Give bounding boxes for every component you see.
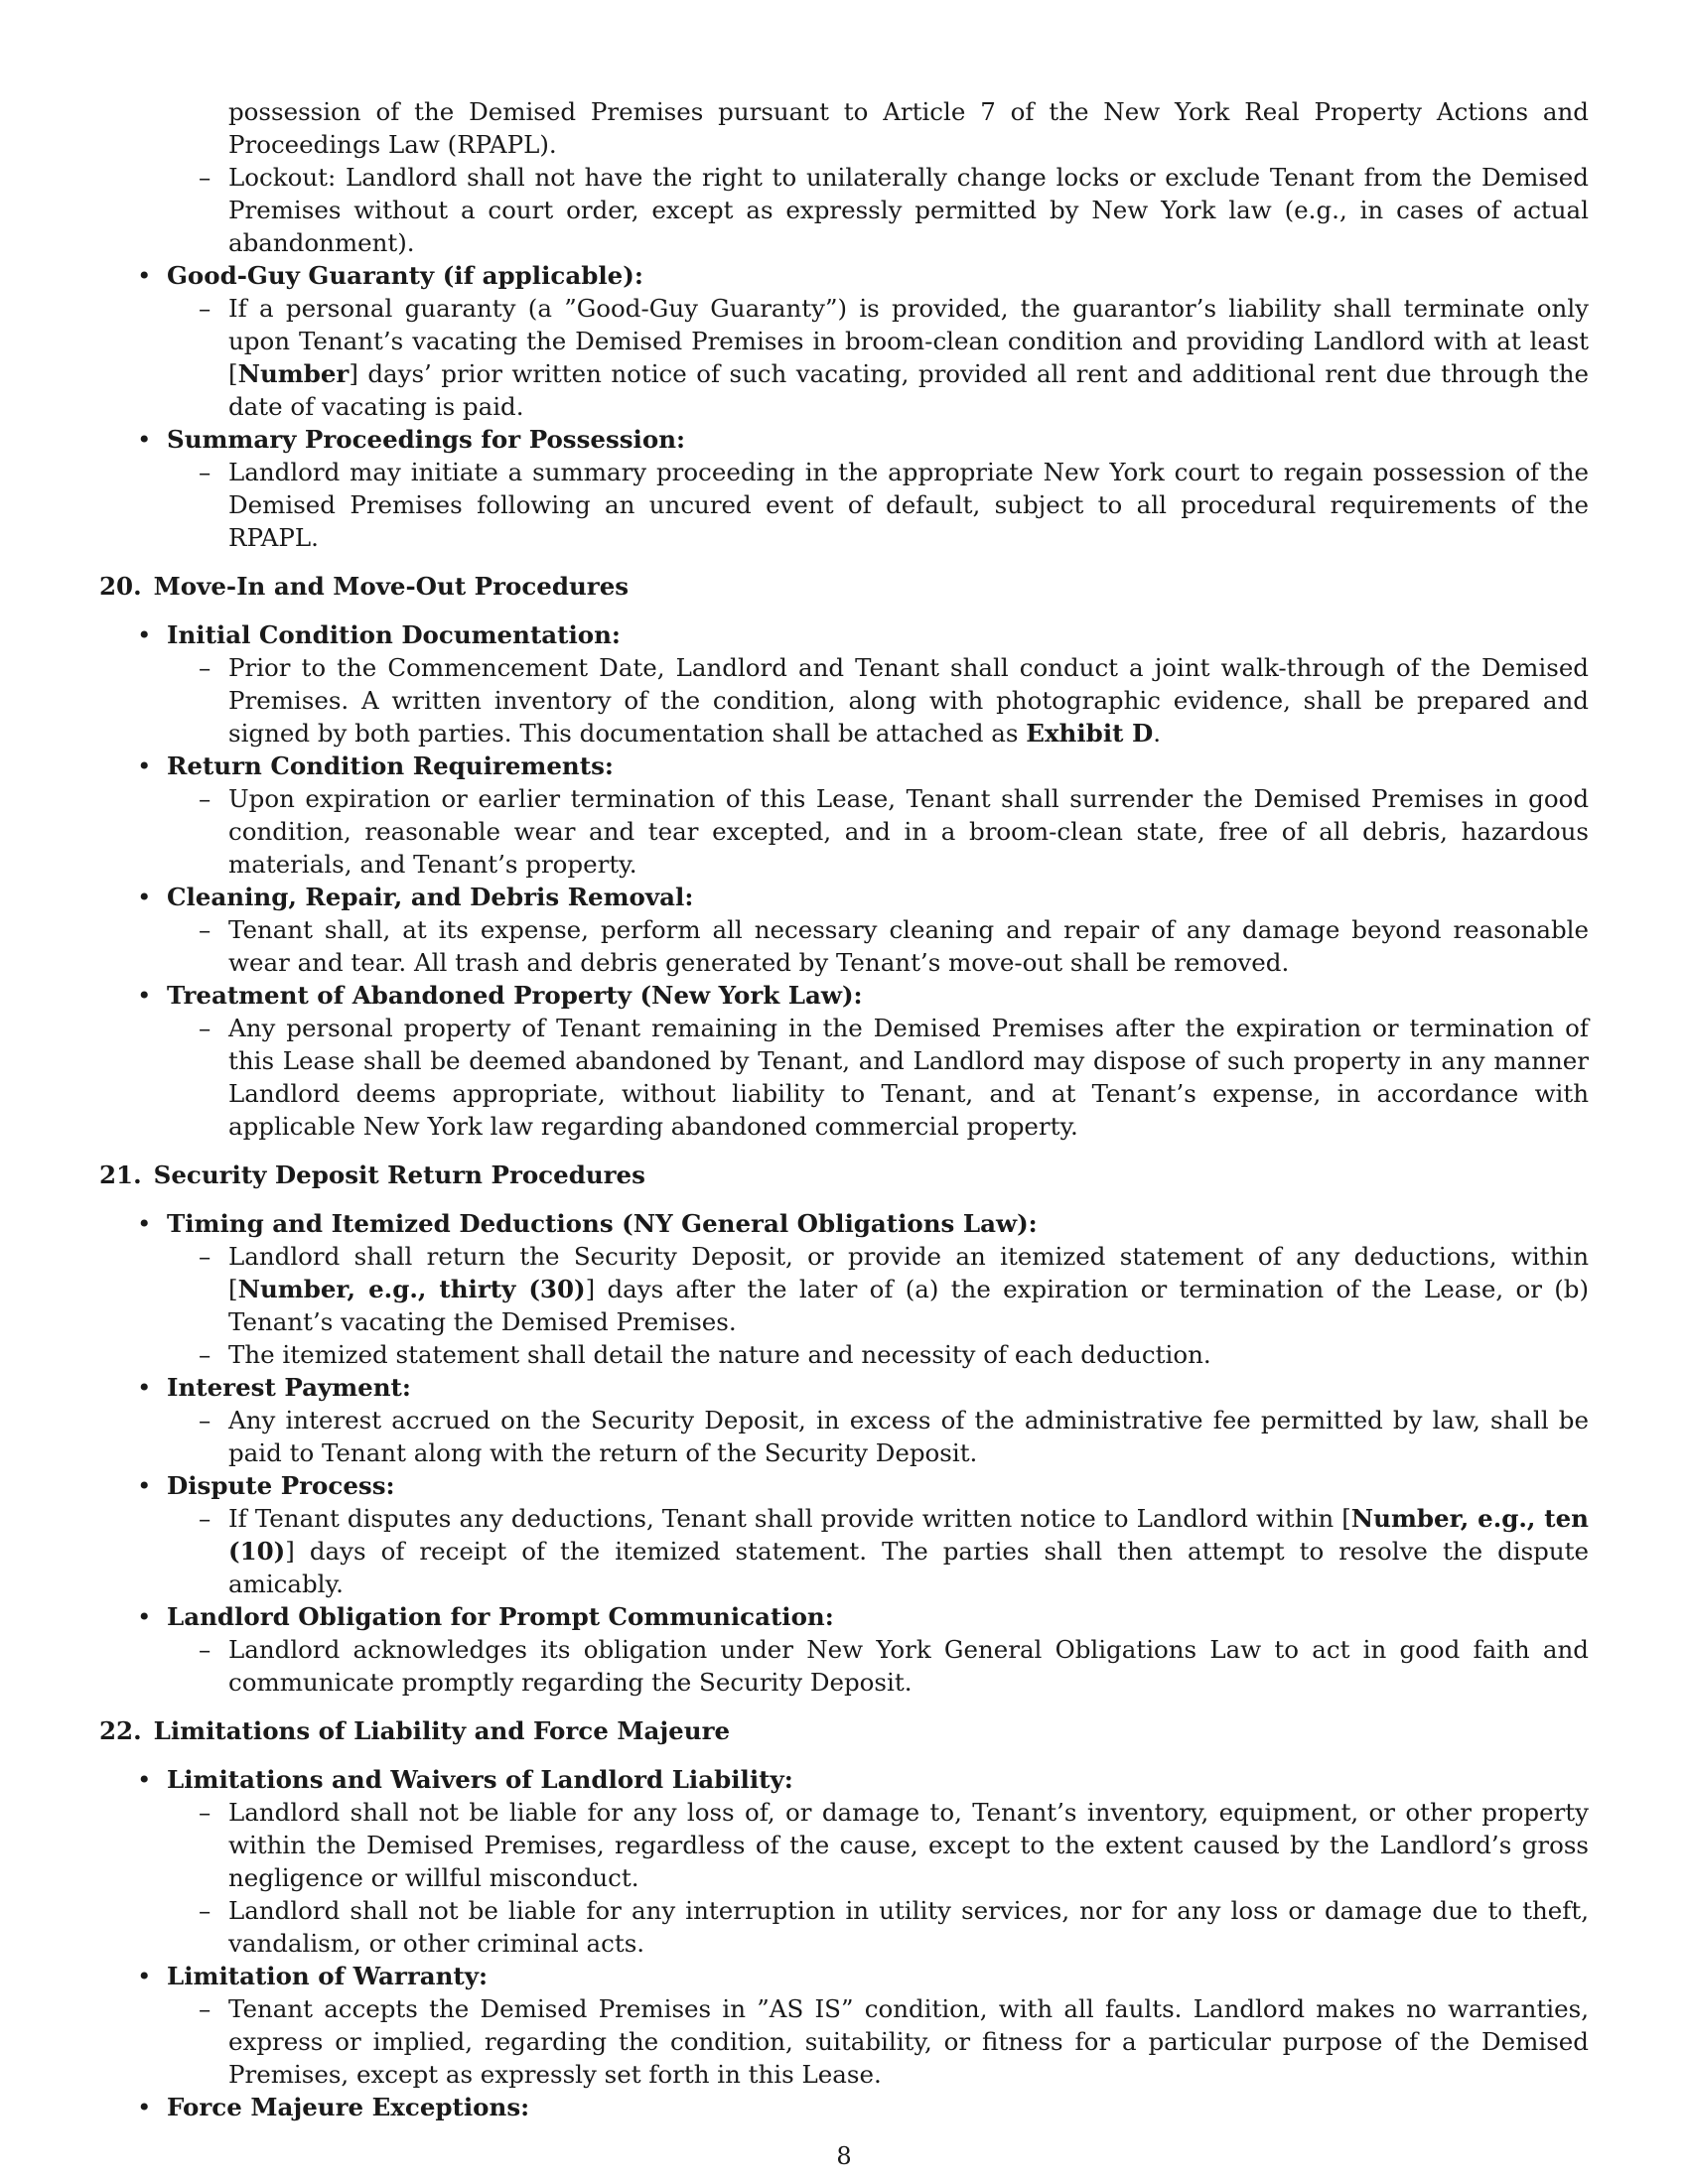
item-title: Return Condition Requirements: [167, 751, 614, 780]
section-title: Security Deposit Return Procedures [153, 1160, 645, 1189]
placeholder-number: Number [237, 359, 350, 388]
bullet-marker: • [137, 751, 152, 780]
bullet-marker: • [137, 425, 152, 454]
sub-item-text: Tenant accepts the Demised Premises in ”AS IS” condition, with all faults. Landlord makes no warranties, express or implied, regarding the condition, suitability, or fitness for a particular purpose of the Demised Premises, except as expressly set forth in this Lease. [228, 1994, 1589, 2089]
item-good-guy-guaranty [137, 259, 1589, 292]
dash-marker: – [199, 1635, 211, 1664]
sub-item-warranty [199, 1992, 1589, 2091]
item-landlord-communication [137, 1600, 1589, 1633]
dash-marker: – [199, 1340, 211, 1369]
bullet-marker: • [137, 1373, 152, 1402]
dash-marker: – [199, 784, 211, 813]
dash-marker: – [199, 1504, 211, 1533]
section-number: 22. [99, 1716, 142, 1745]
item-return-condition [137, 750, 1589, 782]
item-title: Good-Guy Guaranty (if applicable): [167, 261, 643, 290]
item-title: Interest Payment: [167, 1373, 411, 1402]
sub-item-text: The itemized statement shall detail the nature and necessity of each deduction. [228, 1340, 1211, 1369]
sub-item-initial-condition [199, 651, 1589, 750]
dash-marker: – [199, 915, 211, 944]
item-initial-condition [137, 618, 1589, 651]
item-force-majeure [137, 2091, 1589, 2123]
sub-item-liability-property [199, 1796, 1589, 1894]
sub-item-interest [199, 1404, 1589, 1469]
item-title: Timing and Itemized Deductions (NY General Obligations Law): [167, 1209, 1038, 1238]
sub-item-abandoned-property [199, 1012, 1589, 1143]
sub-item-communication [199, 1633, 1589, 1699]
section-number: 20. [99, 572, 142, 601]
sub-item-text: ] days of receipt of the itemized statement. The parties shall then attempt to resolve the dispute amicably. [228, 1537, 1589, 1598]
bullet-marker: • [137, 1471, 152, 1500]
item-interest-payment [137, 1371, 1589, 1404]
sub-item-liability-utilities [199, 1894, 1589, 1960]
section-title: Limitations of Liability and Force Majeure [153, 1716, 731, 1745]
sub-item-guaranty [199, 292, 1589, 423]
sub-item-cleaning-repair [199, 913, 1589, 979]
bullet-marker: • [137, 1962, 152, 1990]
dash-marker: – [199, 458, 211, 486]
dash-marker: – [199, 653, 211, 682]
sub-item-lockout [199, 161, 1589, 259]
dash-marker: – [199, 163, 211, 192]
dash-marker: – [199, 294, 211, 323]
sub-item-text: Landlord may initiate a summary proceeding in the appropriate New York court to regain possession of the Demised Premises following an uncured event of default, subject to all procedural requirements of the RPAPL. [228, 458, 1589, 552]
dash-marker: – [199, 1406, 211, 1434]
bullet-marker: • [137, 261, 152, 290]
placeholder-number: Number, e.g., ten (10) [228, 1504, 1589, 1566]
item-title: Limitation of Warranty: [167, 1962, 489, 1990]
sub-item-text: Landlord shall not be liable for any loss of, or damage to, Tenant’s inventory, equipment, or other property within the Demised Premises, regardless of the cause, except to the extent caused by the Landlord’s gross negligence or willful misconduct. [228, 1798, 1589, 1892]
sub-item-text: Landlord shall return the Security Deposit, or provide an itemized statement of any deductions, within [ [228, 1242, 1589, 1303]
dash-marker: – [199, 1994, 211, 2023]
item-cleaning-repair [137, 881, 1589, 913]
sub-item-text: Landlord shall not be liable for any interruption in utility services, nor for any loss or damage due to theft, vandalism, or other criminal acts. [228, 1896, 1589, 1958]
item-title: Limitations and Waivers of Landlord Liability: [167, 1765, 793, 1794]
bullet-marker: • [137, 1209, 152, 1238]
placeholder-number: Number, e.g., thirty (30) [237, 1275, 586, 1303]
sub-item-return-condition [199, 782, 1589, 881]
sub-item-text: ] days’ prior written notice of such vacating, provided all rent and additional rent due through the date of vacating is paid. [228, 359, 1589, 421]
page-number: 8 [836, 2142, 852, 2170]
item-title: Initial Condition Documentation: [167, 620, 621, 649]
sub-item-text: ] days after the later of (a) the expiration or termination of the Lease, or (b) Tenant’s vacating the Demised Premises. [228, 1275, 1589, 1336]
item-liability-limitations [137, 1763, 1589, 1796]
item-title: Cleaning, Repair, and Debris Removal: [167, 883, 694, 911]
item-summary-proceedings [137, 423, 1589, 456]
sub-item-itemized-statement [199, 1338, 1589, 1371]
item-dispute-process [137, 1469, 1589, 1502]
bullet-marker: • [137, 883, 152, 911]
sub-item-text: Upon expiration or earlier termination of this Lease, Tenant shall surrender the Demised Premises in good condition, reasonable wear and tear excepted, and in a broom-clean state, free of all debris, hazardous materials, and Tenant’s property. [228, 784, 1589, 879]
sub-item-text: If a personal guaranty (a ”Good-Guy Guaranty”) is provided, the guarantor’s liability shall terminate only upon Tenant’s vacating the Demised Premises in broom-clean condition and providing Landlord with at least [ [228, 294, 1589, 388]
dash-marker: – [199, 1242, 211, 1271]
bullet-marker: • [137, 2093, 152, 2121]
bullet-marker: • [137, 1765, 152, 1794]
item-title: Force Majeure Exceptions: [167, 2093, 530, 2121]
sub-item-summary [199, 456, 1589, 554]
section-title: Move-In and Move-Out Procedures [153, 572, 630, 601]
dash-marker: – [199, 1896, 211, 1925]
exhibit-reference: Exhibit D [1026, 719, 1154, 748]
item-title: Dispute Process: [167, 1471, 395, 1500]
sub-item-text: Lockout: Landlord shall not have the right to unilaterally change locks or exclude Tenant from the Demised Premises without a court order, except as expressly permitted by New York law (e.g., in cases of actual abandonment). [228, 163, 1589, 257]
sub-item-text: Prior to the Commencement Date, Landlord and Tenant shall conduct a joint walk-through of the Demised Premises. A written inventory of the condition, along with photographic evidence, shall be prepared and signed by both parties. This documentation shall be attached as [228, 653, 1589, 748]
dash-marker: – [199, 1798, 211, 1827]
bullet-marker: • [137, 1602, 152, 1631]
sub-item-text: Landlord acknowledges its obligation under New York General Obligations Law to act in good faith and communicate promptly regarding the Security Deposit. [228, 1635, 1589, 1697]
item-abandoned-property [137, 979, 1589, 1012]
bullet-marker: • [137, 981, 152, 1010]
sub-item-text: If Tenant disputes any deductions, Tenant shall provide written notice to Landlord within [ [228, 1504, 1351, 1533]
sub-item-text: Any interest accrued on the Security Deposit, in excess of the administrative fee permitted by law, shall be paid to Tenant along with the return of the Security Deposit. [228, 1406, 1589, 1467]
bullet-marker: • [137, 620, 152, 649]
item-title: Landlord Obligation for Prompt Communication: [167, 1602, 834, 1631]
section-number: 21. [99, 1160, 142, 1189]
sub-item-text: Tenant shall, at its expense, perform all necessary cleaning and repair of any damage beyond reasonable wear and tear. All trash and debris generated by Tenant’s move-out shall be removed. [228, 915, 1589, 977]
sub-item-dispute [199, 1502, 1589, 1600]
item-title: Summary Proceedings for Possession: [167, 425, 686, 454]
item-timing-deductions [137, 1207, 1589, 1240]
dash-marker: – [199, 1014, 211, 1042]
continuation-text: possession of the Demised Premises pursuant to Article 7 of the New York Real Property Actions and Proceedings Law (RPAPL). [228, 97, 1589, 159]
section-heading-20 [99, 570, 1589, 603]
sub-item-text: Any personal property of Tenant remaining in the Demised Premises after the expiration or termination of this Lease shall be deemed abandoned by Tenant, and Landlord may dispose of such property in any manner Landlord deems appropriate, without liability to Tenant, and at Tenant’s expense, in accordance with applicable New York law regarding abandoned commercial property. [228, 1014, 1589, 1141]
sub-item-timing [199, 1240, 1589, 1338]
section-heading-21 [99, 1159, 1589, 1191]
item-limitation-warranty [137, 1960, 1589, 1992]
item-title: Treatment of Abandoned Property (New York Law): [167, 981, 863, 1010]
document-page [99, 95, 1589, 2123]
section-heading-22 [99, 1714, 1589, 1747]
sub-item-text: . [1153, 719, 1162, 748]
